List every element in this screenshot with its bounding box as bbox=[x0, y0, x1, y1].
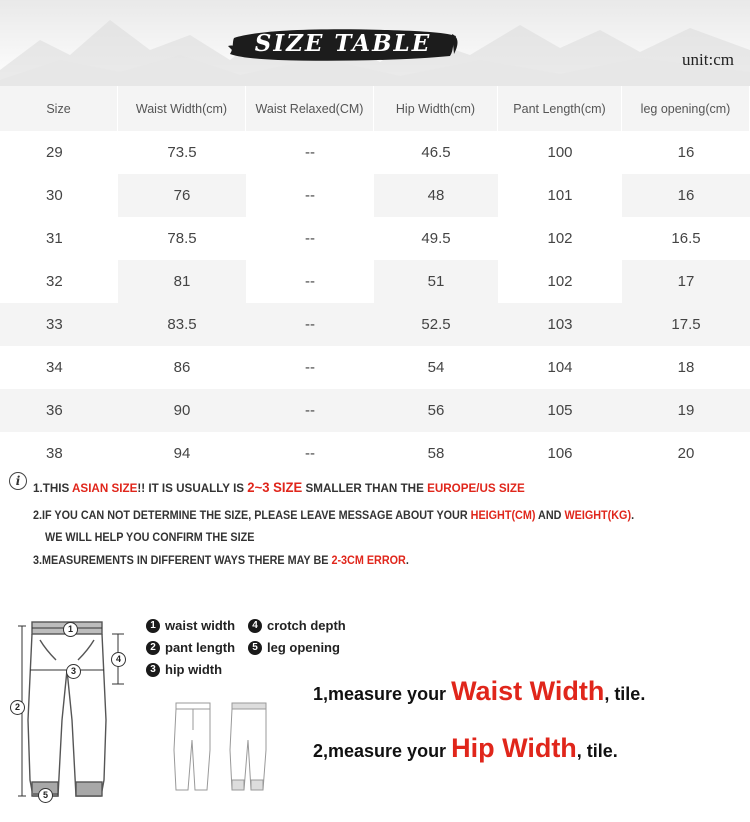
instruction-waist: 1,measure your Waist Width, tile. bbox=[313, 676, 646, 706]
cell-waist-relaxed: -- bbox=[305, 402, 315, 419]
table-row bbox=[0, 389, 750, 432]
cell-hip-width: 58 bbox=[427, 445, 445, 462]
table-row bbox=[0, 174, 750, 217]
cell-waist-relaxed: -- bbox=[305, 445, 315, 462]
cell-waist-relaxed: -- bbox=[305, 230, 315, 247]
cell-leg-opening: 20 bbox=[677, 445, 695, 462]
measurement-diagram bbox=[0, 600, 750, 822]
cell-waist-relaxed: -- bbox=[305, 144, 315, 161]
cell-size: 30 bbox=[46, 187, 63, 204]
cell-waist-width: 73.5 bbox=[167, 144, 197, 161]
size-table bbox=[0, 86, 750, 475]
note-3: 3.MEASUREMENTS IN DIFFERENT WAYS THERE MAY BE 2-3CM ERROR. bbox=[33, 553, 409, 567]
unit-label: unit:cm bbox=[682, 50, 734, 69]
cell-size: 33 bbox=[46, 316, 63, 333]
marker-3: 3 bbox=[66, 664, 81, 679]
col-header-size: Size bbox=[0, 86, 118, 131]
marker-2: 2 bbox=[10, 700, 25, 715]
instruction-hip: 2,measure your Hip Width, tile. bbox=[313, 733, 618, 763]
cell-pant-length: 106 bbox=[547, 445, 573, 462]
table-header-row bbox=[0, 86, 750, 131]
note-2-continued: WE WILL HELP YOU CONFIRM THE SIZE bbox=[45, 530, 255, 544]
cell-hip-width: 54 bbox=[427, 359, 445, 376]
note-1: 1.THIS ASIAN SIZE!! IT IS USUALLY IS 2~3 SIZE SMALLER THAN THE EUROPE/US SIZE bbox=[33, 480, 525, 495]
legend-waist-width: 1 waist width bbox=[146, 618, 235, 633]
marker-5: 5 bbox=[38, 788, 53, 803]
cell-waist-width: 81 bbox=[173, 273, 191, 290]
header-banner bbox=[0, 0, 750, 86]
info-icon: i bbox=[9, 472, 27, 490]
cell-waist-relaxed: -- bbox=[305, 359, 315, 376]
cell-leg-opening: 17.5 bbox=[671, 316, 701, 333]
col-header-waist-relaxed: Waist Relaxed(CM) bbox=[246, 86, 374, 131]
cell-size: 32 bbox=[46, 273, 63, 290]
col-header-waist-width: Waist Width(cm) bbox=[118, 86, 246, 131]
cell-pant-length: 103 bbox=[547, 316, 573, 333]
table-row bbox=[0, 346, 750, 389]
cell-waist-width: 90 bbox=[173, 402, 191, 419]
marker-4: 4 bbox=[111, 652, 126, 667]
cell-waist-width: 76 bbox=[173, 187, 191, 204]
cell-waist-relaxed: -- bbox=[305, 187, 315, 204]
marker-1: 1 bbox=[63, 622, 78, 637]
col-header-pant-length: Pant Length(cm) bbox=[498, 86, 622, 131]
table-row bbox=[0, 131, 750, 174]
cell-leg-opening: 18 bbox=[677, 359, 695, 376]
cell-leg-opening: 16 bbox=[677, 187, 695, 204]
cell-size: 34 bbox=[46, 359, 63, 376]
cell-hip-width: 51 bbox=[427, 273, 445, 290]
cell-pant-length: 104 bbox=[547, 359, 573, 376]
cell-hip-width: 49.5 bbox=[421, 230, 451, 247]
cell-size: 36 bbox=[46, 402, 63, 419]
page-title: SIZE TABLE bbox=[254, 30, 432, 57]
cell-waist-width: 78.5 bbox=[167, 230, 197, 247]
legend-crotch-depth: 4 crotch depth bbox=[248, 618, 346, 633]
cell-pant-length: 105 bbox=[547, 402, 573, 419]
legend-hip-width: 3 hip width bbox=[146, 662, 222, 677]
table-row bbox=[0, 217, 750, 260]
legend-pant-length: 2 pant length bbox=[146, 640, 235, 655]
pants-illustration bbox=[0, 600, 750, 822]
col-header-leg-opening: leg opening(cm) bbox=[622, 86, 750, 131]
table-row bbox=[0, 432, 750, 475]
title-brush bbox=[228, 24, 458, 64]
table-row bbox=[0, 260, 750, 303]
col-header-hip-width: Hip Width(cm) bbox=[374, 86, 498, 131]
cell-waist-width: 86 bbox=[173, 359, 191, 376]
cell-waist-relaxed: -- bbox=[305, 273, 315, 290]
cell-size: 31 bbox=[46, 230, 63, 247]
cell-waist-width: 83.5 bbox=[167, 316, 197, 333]
cell-waist-width: 94 bbox=[173, 445, 191, 462]
cell-pant-length: 102 bbox=[547, 273, 573, 290]
cell-leg-opening: 16.5 bbox=[671, 230, 701, 247]
cell-pant-length: 101 bbox=[547, 187, 573, 204]
cell-leg-opening: 17 bbox=[677, 273, 695, 290]
cell-hip-width: 52.5 bbox=[421, 316, 451, 333]
table-row bbox=[0, 303, 750, 346]
cell-leg-opening: 19 bbox=[677, 402, 695, 419]
cell-pant-length: 102 bbox=[547, 230, 573, 247]
note-2: 2.IF YOU CAN NOT DETERMINE THE SIZE, PLEASE LEAVE MESSAGE ABOUT YOUR HEIGHT(CM) AND WEIGHT(KG). bbox=[33, 508, 635, 522]
cell-hip-width: 46.5 bbox=[421, 144, 451, 161]
cell-hip-width: 48 bbox=[427, 187, 445, 204]
cell-size: 29 bbox=[46, 144, 63, 161]
cell-size: 38 bbox=[46, 445, 63, 462]
cell-pant-length: 100 bbox=[547, 144, 573, 161]
cell-leg-opening: 16 bbox=[677, 144, 695, 161]
legend-leg-opening: 5 leg opening bbox=[248, 640, 340, 655]
cell-waist-relaxed: -- bbox=[305, 316, 315, 333]
cell-hip-width: 56 bbox=[427, 402, 445, 419]
